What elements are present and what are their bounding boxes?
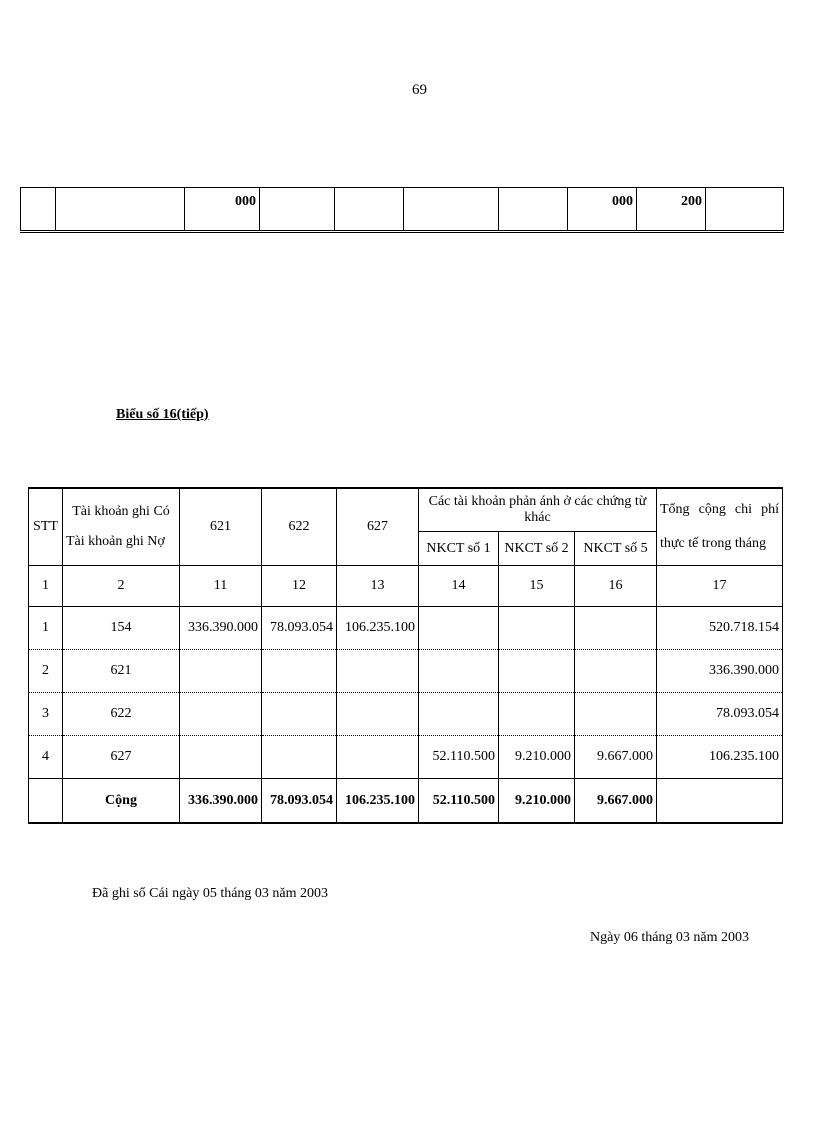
table-cell: 9.210.000: [499, 779, 575, 824]
table-cell: 1: [29, 566, 63, 607]
table-cell: [262, 693, 337, 736]
header-nkct1: NKCT số 1: [419, 532, 499, 566]
table-cell: 9.210.000: [499, 736, 575, 779]
header-nkct5: NKCT số 5: [575, 532, 657, 566]
table-cell: [262, 650, 337, 693]
table-subtitle: Biểu số 16(tiếp): [116, 407, 209, 422]
table-cell: 3: [29, 693, 63, 736]
table-cell: [260, 188, 335, 232]
table-cell: 2: [63, 566, 180, 607]
table-cell: 622: [63, 693, 180, 736]
header-total-cost: Tổng cộng chi phí thực tế trong tháng: [657, 488, 783, 566]
header-other-accounts: Các tài khoản phản ánh ở các chứng từ khác: [419, 488, 657, 532]
table-cell: 621: [63, 650, 180, 693]
table-cell: 78.093.054: [262, 779, 337, 824]
table-cell: 336.390.000: [180, 779, 262, 824]
table-cell: [337, 650, 419, 693]
header-622: 622: [262, 488, 337, 566]
table-cell: [706, 188, 784, 232]
table-cell: 78.093.054: [262, 607, 337, 650]
header-stt: STT: [29, 488, 63, 566]
table-cell: 17: [657, 566, 783, 607]
table-cell: [419, 607, 499, 650]
table-cell: 15: [499, 566, 575, 607]
table-cell: 16: [575, 566, 657, 607]
cost-summary-table: [28, 487, 783, 824]
table-cell: 1: [29, 607, 63, 650]
table-cell: [575, 607, 657, 650]
header-credit-account: Tài khoản ghi Có: [72, 504, 170, 519]
table-row: [21, 188, 784, 232]
table-cell: [499, 607, 575, 650]
table-cell: [337, 693, 419, 736]
table-cell: [575, 693, 657, 736]
table-row: [29, 693, 783, 736]
table-cell: 000: [185, 188, 260, 232]
table-cell: [419, 650, 499, 693]
table-cell: 200: [637, 188, 706, 232]
table-cell: 52.110.500: [419, 736, 499, 779]
table-row: [29, 736, 783, 779]
continued-table-fragment: [20, 187, 784, 233]
table-row: [29, 650, 783, 693]
header-row: [29, 488, 783, 532]
ledger-recorded-note: Đã ghi sổ Cái ngày 05 tháng 03 năm 2003: [92, 886, 329, 901]
table-cell: 4: [29, 736, 63, 779]
table-cell: 11: [180, 566, 262, 607]
signature-date: Ngày 06 tháng 03 năm 2003: [590, 930, 750, 945]
table-cell: 78.093.054: [657, 693, 783, 736]
table-cell: 106.235.100: [337, 779, 419, 824]
header-nkct2: NKCT số 2: [499, 532, 575, 566]
header-621: 621: [180, 488, 262, 566]
table-cell: 106.235.100: [657, 736, 783, 779]
table-cell: [29, 779, 63, 824]
table-cell: 12: [262, 566, 337, 607]
table-cell: [335, 188, 404, 232]
header-627: 627: [337, 488, 419, 566]
table-cell: 9.667.000: [575, 736, 657, 779]
table-row: [29, 607, 783, 650]
table-cell: 106.235.100: [337, 607, 419, 650]
table-cell: [499, 650, 575, 693]
table-cell: 13: [337, 566, 419, 607]
table-cell: 627: [63, 736, 180, 779]
header-debit-account: Tài khoản ghi Nợ: [66, 534, 165, 549]
table-cell: [337, 736, 419, 779]
header-accounts: [63, 488, 180, 566]
table-cell: 336.390.000: [180, 607, 262, 650]
table-cell: 520.718.154: [657, 607, 783, 650]
table-cell: [419, 693, 499, 736]
table-cell: [262, 736, 337, 779]
table-cell: 14: [419, 566, 499, 607]
table-cell: [404, 188, 499, 232]
table-cell: 000: [568, 188, 637, 232]
table-cell: 2: [29, 650, 63, 693]
table-cell: [657, 779, 783, 824]
table-cell: [21, 188, 56, 232]
table-cell: 9.667.000: [575, 779, 657, 824]
table-cell: 336.390.000: [657, 650, 783, 693]
column-number-row: [29, 566, 783, 607]
total-label: Cộng: [63, 779, 180, 824]
table-cell: [575, 650, 657, 693]
total-row: [29, 779, 783, 824]
table-cell: [499, 693, 575, 736]
table-cell: [180, 693, 262, 736]
table-cell: 52.110.500: [419, 779, 499, 824]
table-cell: [180, 736, 262, 779]
table-cell: 154: [63, 607, 180, 650]
page-number: 69: [412, 82, 427, 98]
table-cell: [180, 650, 262, 693]
table-cell: [56, 188, 185, 232]
table-cell: [499, 188, 568, 232]
